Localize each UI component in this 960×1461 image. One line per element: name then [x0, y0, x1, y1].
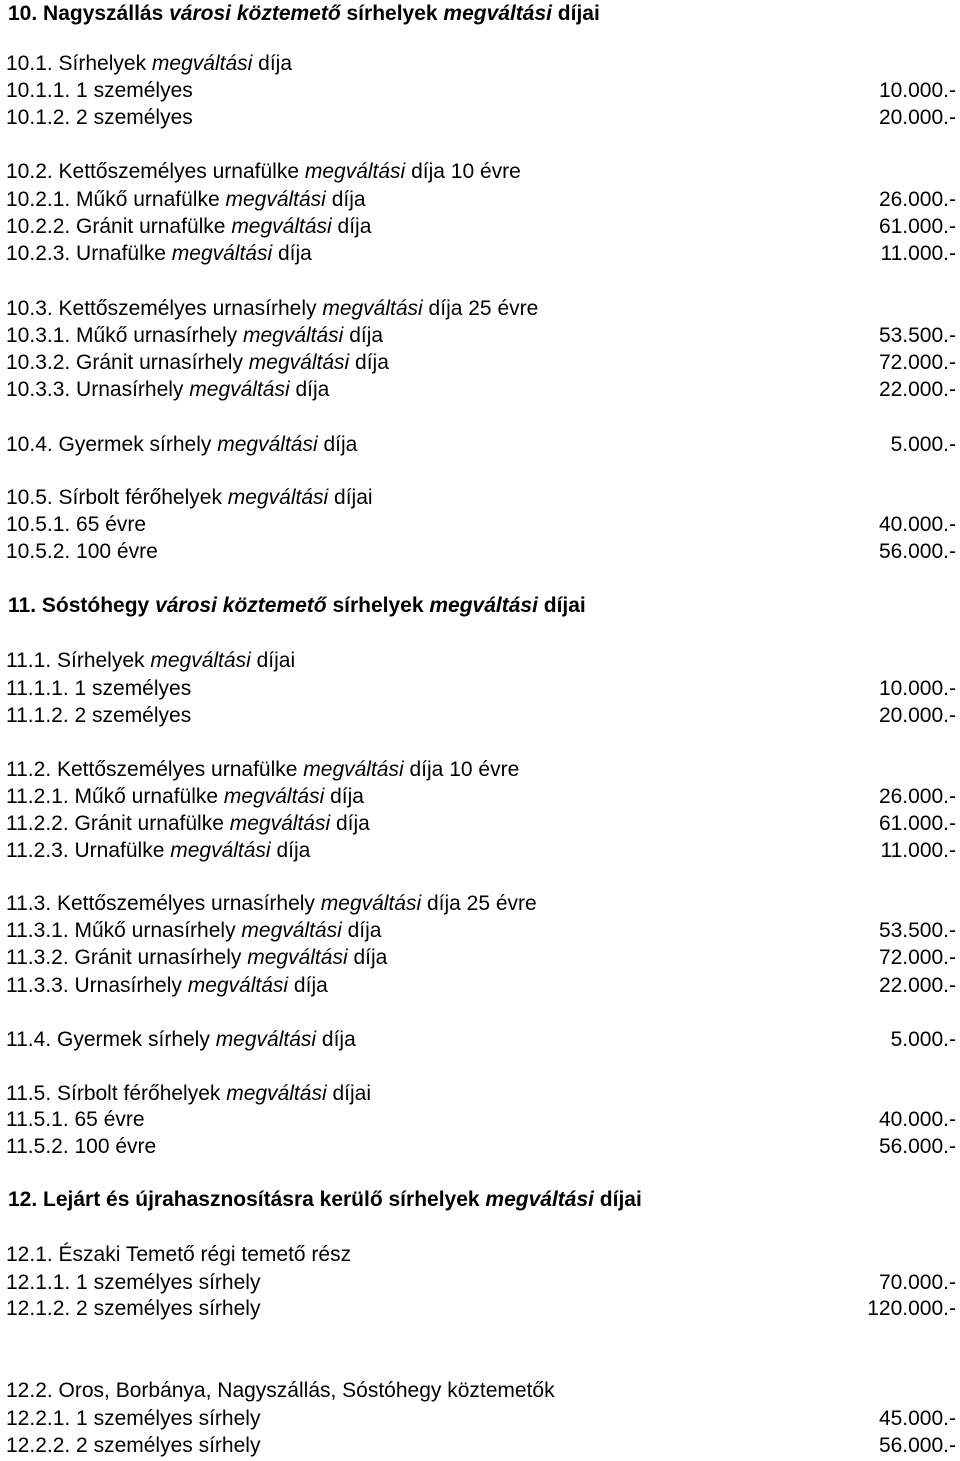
italic-text: megváltási — [215, 1028, 317, 1051]
text: 10.1. Sírhelyek — [6, 52, 152, 75]
text: díjai — [250, 649, 296, 672]
text: díjai — [328, 486, 373, 509]
fee-amount: 26.000.- — [878, 188, 956, 211]
fee-amount: 56.000.- — [878, 1434, 956, 1457]
subsection-title — [0, 1080, 960, 1107]
text: 11.4. Gyermek sírhely — [6, 1028, 216, 1051]
italic-text: megváltási — [429, 594, 538, 617]
fee-amount: 5.000.- — [890, 1028, 956, 1051]
subsection-title — [0, 756, 960, 783]
text: díja — [324, 785, 364, 808]
text: 11.5.1. 65 évre — [6, 1108, 145, 1131]
text: 10.3.2. Gránit urnasírhely — [6, 351, 249, 374]
italic-text: megváltási — [248, 351, 350, 374]
text: díja — [349, 351, 389, 374]
text: díjai — [593, 1188, 642, 1211]
text: 10.2.1. Műkő urnafülke — [6, 188, 226, 211]
italic-text: megváltási — [247, 946, 348, 969]
item-label — [6, 702, 191, 729]
fee-amount: 40.000.- — [878, 1108, 956, 1131]
fee-row — [0, 186, 960, 213]
subsection-title — [0, 50, 960, 77]
fee-amount: 10.000.- — [878, 79, 956, 102]
fee-row — [0, 431, 960, 458]
fee-amount: 56.000.- — [878, 540, 956, 563]
item-label — [6, 1241, 351, 1268]
italic-text: megváltási — [223, 785, 325, 808]
fee-row — [0, 240, 960, 267]
item-label — [6, 1405, 260, 1432]
item-label — [6, 1026, 356, 1053]
text: díja — [341, 919, 382, 942]
italic-text: megváltási — [189, 378, 290, 401]
fee-row — [0, 944, 960, 971]
fee-amount: 53.500.- — [878, 919, 956, 942]
fee-amount: 26.000.- — [878, 785, 956, 808]
text: díja 10 évre — [405, 160, 521, 183]
fee-row — [0, 702, 960, 729]
fee-row — [0, 783, 960, 810]
fee-row — [0, 810, 960, 837]
text: 11. Sóstóhegy — [8, 594, 156, 617]
fee-amount: 70.000.- — [878, 1271, 956, 1294]
fee-row — [0, 213, 960, 240]
fee-amount: 11.000.- — [880, 839, 956, 862]
fee-row — [0, 1405, 960, 1432]
italic-text: megváltási — [187, 974, 289, 997]
italic-text: megváltási — [322, 297, 423, 320]
italic-text: megváltási — [229, 812, 331, 835]
section-heading — [0, 592, 960, 619]
text: díja — [347, 946, 388, 969]
italic-text: megváltási — [242, 324, 344, 347]
item-label — [6, 1295, 260, 1322]
section-heading-text — [8, 1186, 642, 1213]
item-label — [6, 349, 389, 376]
item-label — [6, 322, 383, 349]
text: díja — [325, 188, 366, 211]
text: díja — [343, 324, 384, 347]
fee-amount: 10.000.- — [878, 677, 956, 700]
fee-amount: 61.000.- — [878, 812, 956, 835]
fee-amount: 5.000.- — [890, 433, 956, 456]
item-label — [6, 1106, 145, 1133]
italic-text: megváltási — [485, 1188, 594, 1211]
text: díjai — [551, 2, 600, 25]
item-label — [6, 240, 312, 267]
fee-amount: 72.000.- — [878, 946, 956, 969]
text: 10.3. Kettőszemélyes urnasírhely — [6, 297, 323, 320]
item-label — [6, 647, 295, 674]
text: 12.2.1. 1 személyes sírhely — [6, 1407, 261, 1430]
italic-text: megváltási — [217, 433, 318, 456]
item-label — [6, 484, 373, 511]
text: 10.4. Gyermek sírhely — [6, 433, 218, 456]
text: díjai — [537, 594, 586, 617]
text: 12.1.1. 1 személyes sírhely — [6, 1271, 261, 1294]
fee-row — [0, 675, 960, 702]
text: 10. Nagyszállás — [8, 2, 170, 25]
item-label — [6, 1269, 260, 1296]
item-label — [6, 1080, 371, 1107]
section-heading — [0, 0, 960, 27]
italic-text: megváltási — [443, 2, 552, 25]
text: 11.2.3. Urnafülke — [6, 839, 171, 862]
fee-row — [0, 837, 960, 864]
fee-amount: 22.000.- — [878, 378, 956, 401]
subsection-title — [0, 295, 960, 322]
item-label — [6, 295, 538, 322]
item-label — [6, 837, 310, 864]
italic-text: megváltási — [303, 758, 404, 781]
fee-row — [0, 1026, 960, 1053]
text: 11.3.3. Urnasírhely — [6, 974, 188, 997]
text: 10.1.2. 2 személyes — [6, 106, 193, 129]
text: díja — [317, 433, 358, 456]
subsection-title — [0, 484, 960, 511]
text: díja — [252, 52, 293, 75]
text: sírhelyek — [340, 2, 444, 25]
section-heading — [0, 1186, 960, 1213]
item-label — [6, 944, 387, 971]
text: 12.2. Oros, Borbánya, Nagyszállás, Sóstóhegy köztemetők — [6, 1379, 555, 1402]
text: 10.3.3. Urnasírhely — [6, 378, 190, 401]
fee-row — [0, 511, 960, 538]
italic-text: megváltási — [226, 1082, 327, 1105]
text: 10.3.1. Műkő urnasírhely — [6, 324, 243, 347]
item-label — [6, 158, 521, 185]
item-label — [6, 675, 191, 702]
text: 11.1.1. 1 személyes — [6, 677, 192, 700]
fee-row — [0, 1295, 960, 1322]
text: 11.3.2. Gránit urnasírhely — [6, 946, 248, 969]
fee-row — [0, 77, 960, 104]
item-label — [6, 1133, 156, 1160]
fee-amount: 45.000.- — [878, 1407, 956, 1430]
text: 12.2.2. 2 személyes sírhely — [6, 1434, 261, 1457]
text: 11.3.1. Műkő urnasírhely — [6, 919, 242, 942]
item-label — [6, 783, 364, 810]
fee-row — [0, 917, 960, 944]
subsection-title — [0, 158, 960, 185]
fee-row — [0, 1106, 960, 1133]
text: díja 25 évre — [421, 892, 537, 915]
fee-amount: 53.500.- — [878, 324, 956, 347]
fee-row — [0, 349, 960, 376]
text: 10.1.1. 1 személyes — [6, 79, 193, 102]
text: 12.1. Északi Temető régi temető rész — [6, 1243, 352, 1266]
italic-text: megváltási — [241, 919, 342, 942]
item-label — [6, 104, 193, 131]
text: 11.2.2. Gránit urnafülke — [6, 812, 230, 835]
item-label — [6, 186, 366, 213]
item-label — [6, 917, 382, 944]
text: 10.2. Kettőszemélyes urnafülke — [6, 160, 305, 183]
italic-text: megváltási — [227, 486, 329, 509]
item-label — [6, 810, 370, 837]
item-label — [6, 890, 537, 917]
fee-amount: 61.000.- — [878, 215, 956, 238]
subsection-title — [0, 890, 960, 917]
fee-row — [0, 1133, 960, 1160]
text: 11.5.2. 100 évre — [6, 1135, 157, 1158]
item-label — [6, 972, 328, 999]
italic-text: városi köztemető — [169, 2, 341, 25]
text: 11.2. Kettőszemélyes urnafülke — [6, 758, 304, 781]
fee-row — [0, 1269, 960, 1296]
italic-text: megváltási — [151, 52, 253, 75]
text: 12.1.2. 2 személyes sírhely — [6, 1297, 261, 1320]
item-label — [6, 50, 292, 77]
italic-text: megváltási — [320, 892, 422, 915]
text: díja — [289, 378, 330, 401]
text: 10.5.1. 65 évre — [6, 513, 147, 536]
italic-text: megváltási — [150, 649, 251, 672]
item-label — [6, 431, 357, 458]
item-label — [6, 376, 329, 403]
fee-amount: 11.000.- — [880, 242, 956, 265]
subsection-title — [0, 647, 960, 674]
section-heading-text — [8, 0, 600, 27]
item-label — [6, 538, 158, 565]
fee-amount: 20.000.- — [878, 106, 956, 129]
subsection-title — [0, 1241, 960, 1268]
fee-amount: 40.000.- — [878, 513, 956, 536]
text: 10.5.2. 100 évre — [6, 540, 158, 563]
item-label — [6, 511, 146, 538]
fee-row — [0, 972, 960, 999]
fee-amount: 72.000.- — [878, 351, 956, 374]
text: 10.2.2. Gránit urnafülke — [6, 215, 232, 238]
text: díja — [316, 1028, 356, 1051]
text: díja — [330, 812, 370, 835]
item-label — [6, 1377, 555, 1404]
text: díja — [288, 974, 328, 997]
fee-row — [0, 376, 960, 403]
fee-row — [0, 104, 960, 131]
text: díja — [270, 839, 311, 862]
item-label — [6, 756, 519, 783]
subsection-title — [0, 1377, 960, 1404]
text: 11.5. Sírbolt férőhelyek — [6, 1082, 227, 1105]
text: 11.2.1. Műkő urnafülke — [6, 785, 224, 808]
text: 10.5. Sírbolt férőhelyek — [6, 486, 228, 509]
fee-amount: 20.000.- — [878, 704, 956, 727]
item-label — [6, 1432, 260, 1459]
item-label — [6, 213, 371, 240]
fee-amount: 120.000.- — [867, 1297, 956, 1320]
italic-text: megváltási — [170, 839, 271, 862]
section-heading-text — [8, 592, 586, 619]
text: 11.1.2. 2 személyes — [6, 704, 192, 727]
text: 11.1. Sírhelyek — [6, 649, 151, 672]
item-label — [6, 77, 193, 104]
text: 10.2.3. Urnafülke — [6, 242, 172, 265]
text: díjai — [326, 1082, 371, 1105]
italic-text: városi köztemető — [155, 594, 327, 617]
fee-amount: 56.000.- — [878, 1135, 956, 1158]
text: sírhelyek — [326, 594, 430, 617]
italic-text: megváltási — [171, 242, 273, 265]
italic-text: megváltási — [231, 215, 332, 238]
text: díja 25 évre — [422, 297, 539, 320]
fee-row — [0, 538, 960, 565]
fee-amount: 22.000.- — [878, 974, 956, 997]
text: 11.3. Kettőszemélyes urnasírhely — [6, 892, 321, 915]
fee-row — [0, 1432, 960, 1459]
text: 12. Lejárt és újrahasznosításra kerülő sírhelyek — [8, 1188, 486, 1211]
fee-row — [0, 322, 960, 349]
text: díja — [272, 242, 312, 265]
italic-text: megváltási — [225, 188, 326, 211]
text: díja — [331, 215, 372, 238]
italic-text: megváltási — [304, 160, 406, 183]
text: díja 10 évre — [403, 758, 520, 781]
